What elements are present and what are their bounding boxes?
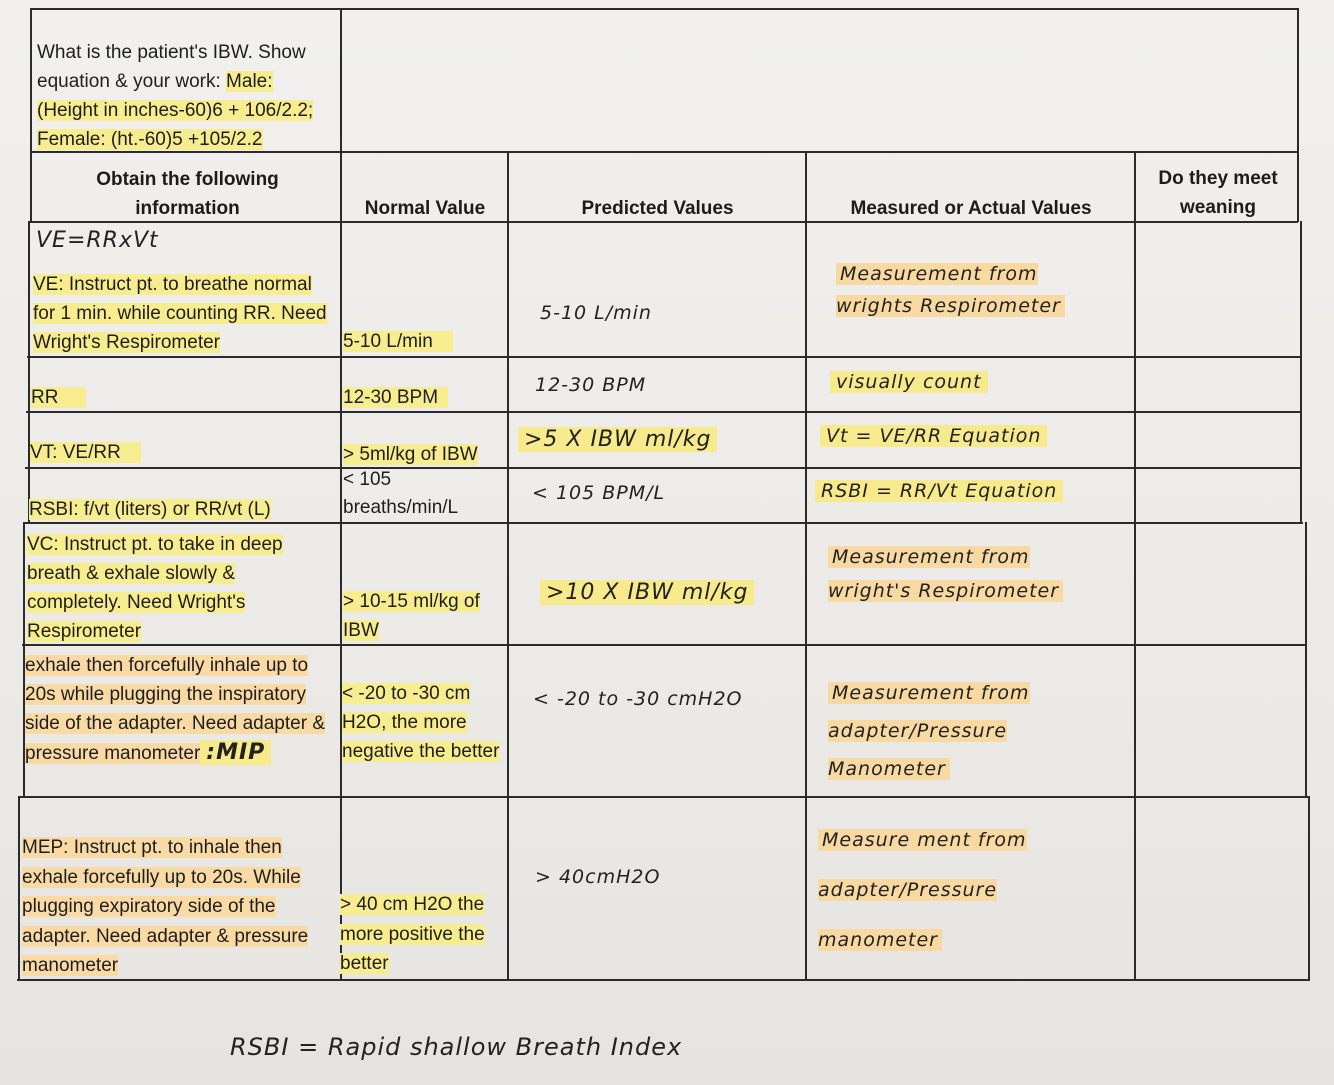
grid-line (28, 221, 30, 523)
grid-line (805, 151, 807, 980)
rsbi-normal-text: < 105 breaths/min/L (343, 469, 459, 518)
mip-predicted: < -20 to -30 cmH2O (533, 688, 743, 710)
mep-info (22, 833, 334, 981)
grid-line (1305, 522, 1307, 797)
vt-measured-text: Vt = VE/RR Equation (820, 425, 1047, 447)
vc-predicted-text: >10 X IBW ml/kg (540, 580, 754, 605)
rsbi-predicted: < 105 BPM/L (532, 482, 666, 504)
vc-normal (343, 587, 503, 645)
mip-info-text: exhale then forcefully inhale up to 20s while plugging the inspiratory side of the adapter. Need adapter & pressure manometer (25, 655, 325, 764)
mep-normal-text: > 40 cm H2O the more positive the better (340, 894, 485, 974)
rsbi-info-a: RSBI: f/vt (liters) or (29, 499, 195, 520)
rr-predicted: 12-30 BPM (535, 374, 647, 396)
vc-info-text: VC: Instruct pt. to take in deep breath & exhale slowly & completely. Need Wright's Respirometer (27, 534, 283, 642)
grid-line (18, 796, 20, 980)
vt-info-text: VT: VE/RR (30, 442, 141, 463)
rsbi-info-b: RR/vt (L) (194, 499, 271, 520)
mip-info (25, 651, 335, 768)
vc-measured (828, 540, 1078, 608)
ve-measured-text: Measurement from wrights Respirometer (836, 263, 1065, 317)
rr-normal (343, 383, 448, 412)
grid-line (340, 8, 342, 980)
vc-measured-text: Measurement from wright's Respirometer (828, 546, 1063, 602)
mep-normal (340, 890, 503, 979)
mip-measured (828, 674, 1128, 788)
mep-measured-text: Measure ment from adapter/Pressure manometer (818, 829, 1027, 951)
vt-normal-text: > 5ml/kg of IBW (343, 444, 478, 465)
mip-normal-text: < -20 to -30 cm H2O, the more negative the better (342, 683, 500, 762)
rsbi-measured (815, 480, 1063, 502)
ibw-formula: Male: (Height in inches-60)6 + 106/2.2; Female: (ht.-60)5 +105/2.2 (37, 71, 314, 150)
vt-predicted-text: >5 X IBW ml/kg (518, 427, 717, 452)
ve-formula-note: VE=RRxVt (36, 228, 159, 253)
mep-info-text: MEP: Instruct pt. to inhale then exhale forcefully up to 20s. While plugging expiratory side of the adapter. Need adapter & pressure manometer (22, 837, 309, 976)
rsbi-info (29, 495, 271, 524)
grid-line (507, 151, 509, 980)
mep-measured (818, 815, 1123, 965)
header-obtain-info: Obtain the following information (96, 169, 279, 219)
vc-normal-text: > 10-15 ml/kg of IBW (343, 591, 480, 641)
grid-line (1134, 151, 1136, 980)
ve-normal (343, 327, 453, 356)
rsbi-footnote: RSBI = Rapid shallow Breath Index (230, 1033, 683, 1061)
ve-info (33, 270, 333, 357)
rsbi-normal (343, 466, 503, 522)
mip-measured-text: Measurement from adapter/Pressure Manometer (828, 682, 1030, 780)
mip-handwritten-tag: :MIP (200, 740, 271, 765)
ibw-question-prefix: What is the patient's IBW. Show equation & your work: (37, 42, 306, 92)
vc-info (27, 530, 332, 646)
grid-line (1308, 796, 1310, 980)
rr-info (31, 383, 86, 412)
rsbi-measured-text: RSBI = RR/Vt Equation (815, 480, 1063, 502)
ve-info-text: VE: Instruct pt. to breathe normal for 1 min. while counting RR. Need Wright's Respirometer (33, 274, 327, 353)
header-predicted-values: Predicted Values (581, 198, 734, 219)
grid-line (30, 8, 32, 222)
grid-line (26, 411, 1301, 413)
rr-normal-text: 12-30 BPM (343, 387, 448, 408)
grid-line (1300, 221, 1302, 523)
rr-info-text: RR (31, 387, 86, 408)
header-normal-value: Normal Value (364, 198, 486, 219)
rr-measured-text: visually count (830, 371, 988, 393)
ve-normal-text: 5-10 L/min (343, 331, 453, 352)
vt-predicted (518, 427, 717, 452)
grid-line (25, 467, 1302, 469)
vt-info (30, 438, 141, 467)
header-weaning: Do they meet weaning (1158, 168, 1278, 218)
grid-line (30, 8, 1298, 10)
rr-measured (830, 371, 988, 393)
header-measured-values: Measured or Actual Values (850, 198, 1092, 219)
ve-predicted: 5-10 L/min (540, 302, 652, 324)
grid-line (20, 796, 1308, 798)
mip-normal (342, 679, 502, 766)
vt-measured (820, 425, 1047, 447)
vt-normal (343, 440, 478, 469)
ibw-question (37, 38, 337, 154)
ve-measured (836, 258, 1066, 322)
vc-predicted (540, 580, 754, 605)
mep-predicted: > 40cmH2O (535, 866, 661, 888)
